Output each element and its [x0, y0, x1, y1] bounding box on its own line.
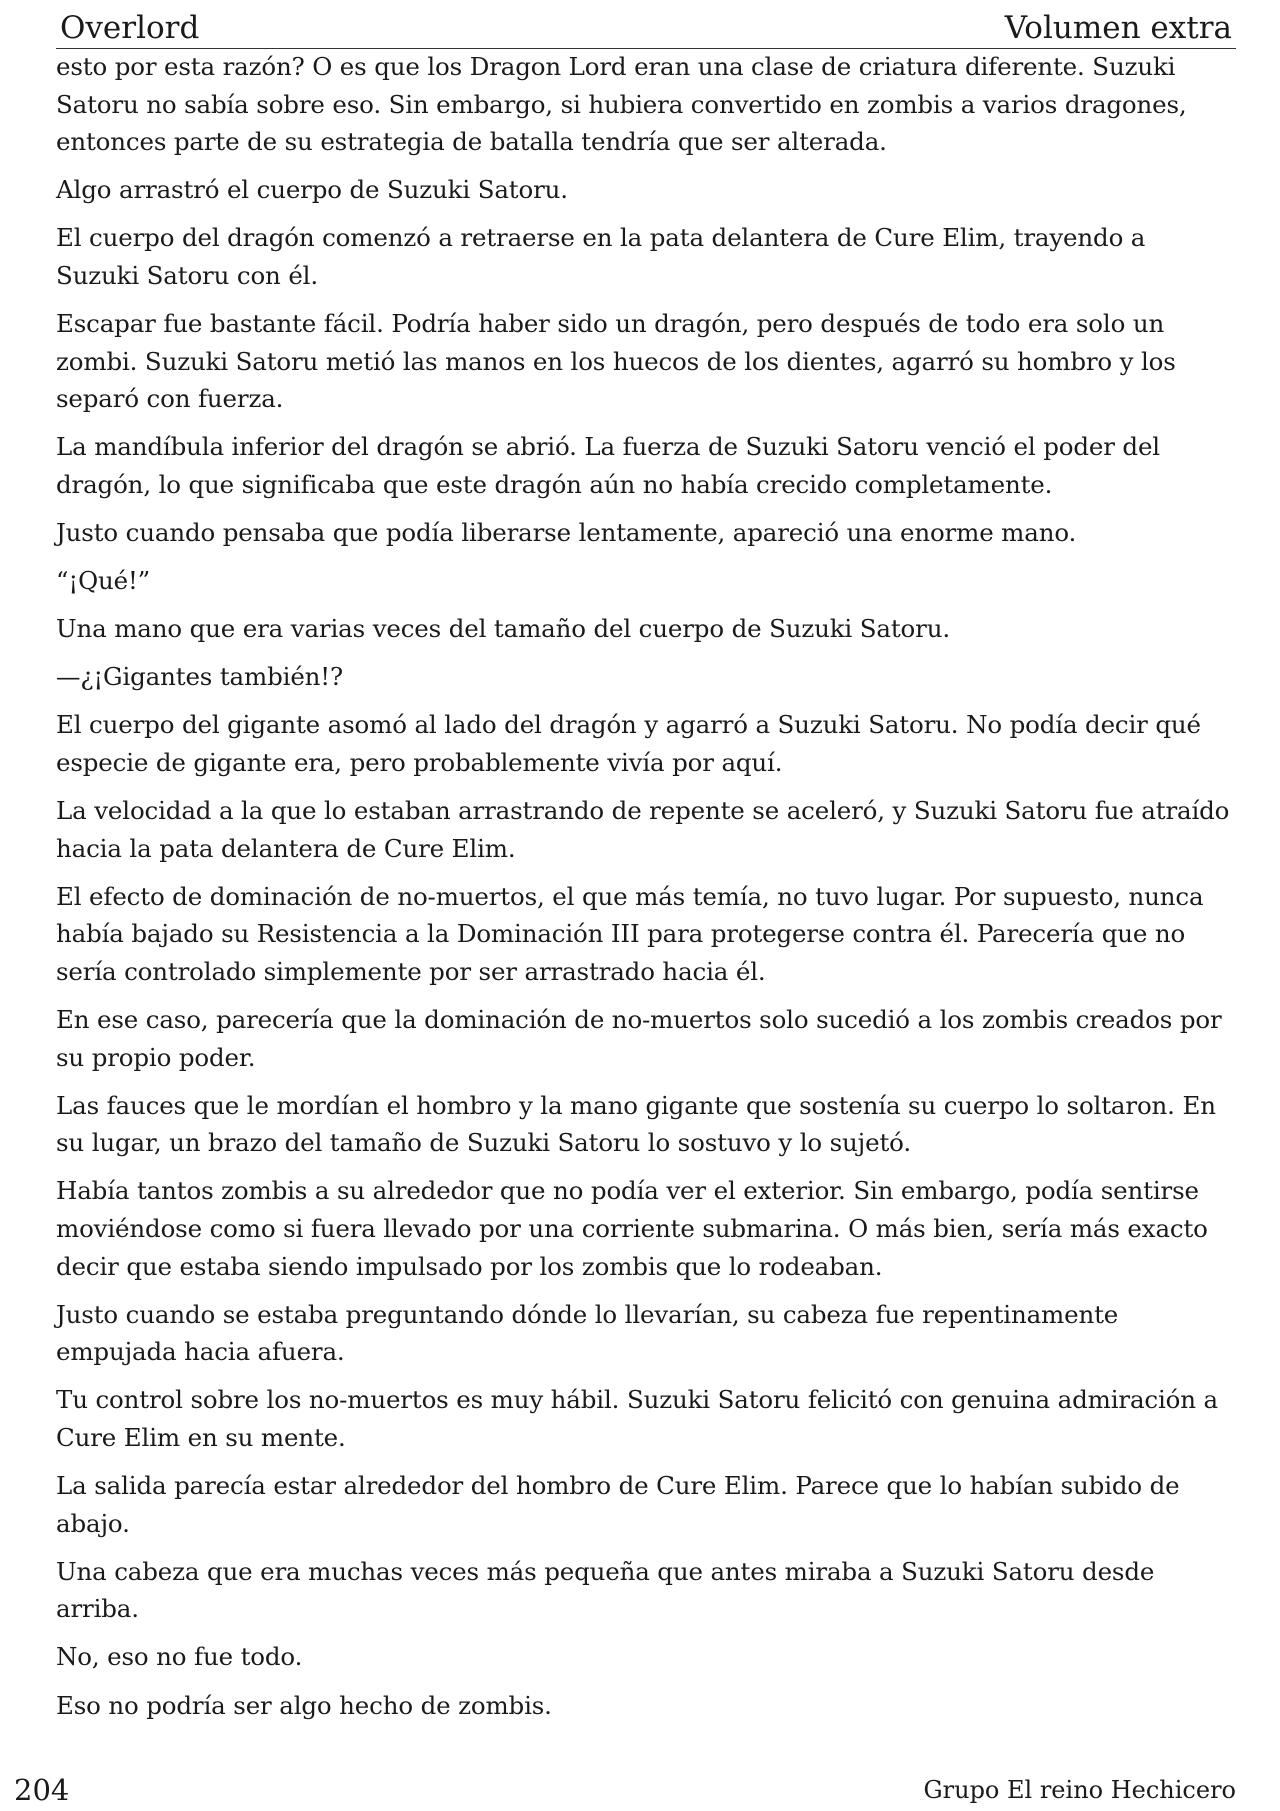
paragraph: Escapar fue bastante fácil. Podría haber sido un dragón, pero después de todo era solo un zombi. Suzuki Satoru metió las manos en los huecos de los dientes, agarró su hombro y los separó con fuerza.: [56, 309, 1176, 414]
paragraph: “¡Qué!”: [56, 566, 151, 596]
paragraph: esto por esta razón? O es que los Dragon Lord eran una clase de criatura diferente. Suzuki Satoru no sabía sobre eso. Sin embargo, si hubiera convertido en zombis a varios dragones, entonces parte de su estrategia de batalla tendría que ser alterada.: [56, 52, 1187, 157]
paragraph: Eso no podría ser algo hecho de zombis.: [56, 1690, 552, 1720]
page-body: [56, 48, 1232, 1735]
footer-credit: Grupo El reino Hechicero: [923, 1776, 1236, 1804]
paragraph: La salida parecía estar alrededor del hombro de Cure Elim. Parece que lo habían subido de abajo.: [56, 1471, 1180, 1538]
paragraph: La velocidad a la que lo estaban arrastrando de repente se aceleró, y Suzuki Satoru fue atraído hacia la pata delantera de Cure Elim.: [56, 796, 1230, 863]
paragraph: Justo cuando se estaba preguntando dónde lo llevarían, su cabeza fue repentinamente empujada hacia afuera.: [56, 1299, 1119, 1367]
paragraph: El efecto de dominación de no-muertos, el que más temía, no tuvo lugar. Por supuesto, nunca había bajado su Resistencia a la Dominación III para protegerse contra él. Parecería que no sería controlado simplemente por ser arrastrado hacia él.: [56, 881, 1204, 986]
paragraph: En ese caso, parecería que la dominación de no-muertos solo sucedió a los zombis creados por su propio poder.: [56, 1005, 1222, 1072]
paragraph: Una cabeza que era muchas veces más pequeña que antes miraba a Suzuki Satoru desde arriba.: [56, 1556, 1155, 1624]
paragraph: No, eso no fue todo.: [56, 1642, 303, 1672]
paragraph: Tu control sobre los no-muertos es muy hábil. Suzuki Satoru felicitó con genuina admiración a Cure Elim en su mente.: [56, 1385, 1219, 1452]
paragraph: Había tantos zombis a su alrededor que no podía ver el exterior. Sin embargo, podía sentirse moviéndose como si fuera llevado por una corriente submarina. O más bien, sería más exacto decir que estaba siendo impulsado por los zombis que lo rodeaban.: [56, 1176, 1208, 1281]
paragraph: La mandíbula inferior del dragón se abrió. La fuerza de Suzuki Satoru venció el poder del dragón, lo que significaba que este dragón aún no había crecido completamente.: [56, 432, 1160, 499]
page-number: 204: [14, 1773, 70, 1807]
volume-title: Volumen extra: [1004, 10, 1232, 46]
running-header: [56, 4, 1236, 49]
paragraph: El cuerpo del gigante asomó al lado del dragón y agarró a Suzuki Satoru. No podía decir qué especie de gigante era, pero probablemente vivía por aquí.: [56, 710, 1201, 777]
book-title: Overlord: [60, 10, 200, 46]
paragraph: —¿¡Gigantes también!?: [56, 662, 343, 692]
paragraph: Algo arrastró el cuerpo de Suzuki Satoru.: [56, 175, 568, 205]
paragraph: El cuerpo del dragón comenzó a retraerse en la pata delantera de Cure Elim, trayendo a Suzuki Satoru con él.: [56, 223, 1146, 290]
paragraph: Una mano que era varias veces del tamaño del cuerpo de Suzuki Satoru.: [56, 614, 950, 644]
paragraph: Justo cuando pensaba que podía liberarse lentamente, apareció una enorme mano.: [56, 518, 1077, 548]
paragraph: Las fauces que le mordían el hombro y la mano gigante que sostenía su cuerpo lo soltaron. En su lugar, un brazo del tamaño de Suzuki Satoru lo sostuvo y lo sujetó.: [56, 1090, 1216, 1158]
